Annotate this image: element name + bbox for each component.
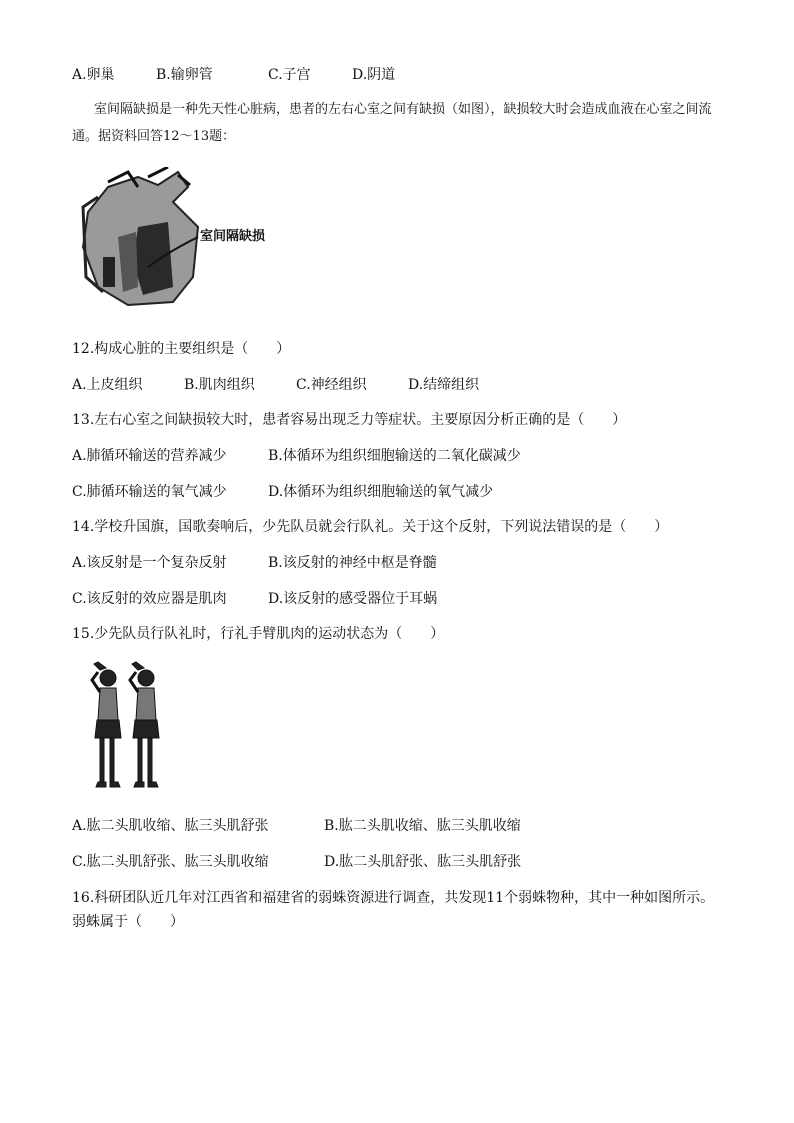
q13-option-a: A.肺循环输送的营养减少 bbox=[72, 448, 227, 464]
q13-stem: 13.左右心室之间缺损较大时，患者容易出现乏力等症状。主要原因分析正确的是（ ） bbox=[72, 412, 627, 428]
q12-option-d: D.结缔组织 bbox=[408, 377, 480, 393]
q11-option-a: A.卵巢 bbox=[72, 67, 115, 83]
q12-option-c: C.神经组织 bbox=[296, 377, 367, 393]
q11-option-d: D.阴道 bbox=[352, 67, 396, 83]
q13-option-c: C.肺循环输送的氧气减少 bbox=[72, 484, 227, 500]
q15-stem: 15.少先队员行队礼时，行礼手臂肌肉的运动状态为（ ） bbox=[72, 626, 445, 642]
q14-option-c: C.该反射的效应器是肌肉 bbox=[72, 591, 227, 607]
q14-option-a: A.该反射是一个复杂反射 bbox=[72, 555, 227, 571]
q12-option-a: A.上皮组织 bbox=[72, 377, 143, 393]
q15-option-d: D.肱二头肌舒张、肱三头肌舒张 bbox=[324, 854, 522, 870]
intro-paragraph: 室间隔缺损是一种先天性心脏病，患者的左右心室之间有缺损（如图），缺损较大时会造成血液在心室之间流通。据资料回答12～13题： bbox=[72, 102, 712, 144]
q12-option-b: B.肌肉组织 bbox=[184, 377, 255, 393]
q11-option-b: B.输卵管 bbox=[156, 67, 213, 83]
q14-option-d: D.该反射的感受器位于耳蜗 bbox=[268, 591, 438, 607]
heart-diagram-image bbox=[78, 167, 278, 307]
q15-option-c: C.肱二头肌舒张、肱三头肌收缩 bbox=[72, 854, 269, 870]
q13-option-b: B.体循环为组织细胞输送的二氧化碳减少 bbox=[268, 448, 521, 464]
q11-option-c: C.子宫 bbox=[268, 67, 311, 83]
scouts-salute-image bbox=[88, 660, 168, 790]
q14-stem: 14.学校升国旗，国歌奏响后，少先队员就会行队礼。关于这个反射，下列说法错误的是（ ） bbox=[72, 519, 669, 535]
q15-option-a: A.肱二头肌收缩、肱三头肌舒张 bbox=[72, 818, 269, 834]
q16-stem-line2: 弱蛛属于（ ） bbox=[72, 914, 184, 930]
q14-option-b: B.该反射的神经中枢是脊髓 bbox=[268, 555, 437, 571]
q15-option-b: B.肱二头肌收缩、肱三头肌收缩 bbox=[324, 818, 521, 834]
heart-label: 室间隔缺损 bbox=[200, 229, 266, 244]
q16-stem-line1: 16.科研团队近几年对江西省和福建省的弱蛛资源进行调查，共发现11个弱蛛物种，其中一种如图所示。 bbox=[72, 890, 715, 906]
q13-option-d: D.体循环为组织细胞输送的氧气减少 bbox=[268, 484, 494, 500]
q12-stem: 12.构成心脏的主要组织是（ ） bbox=[72, 341, 291, 357]
